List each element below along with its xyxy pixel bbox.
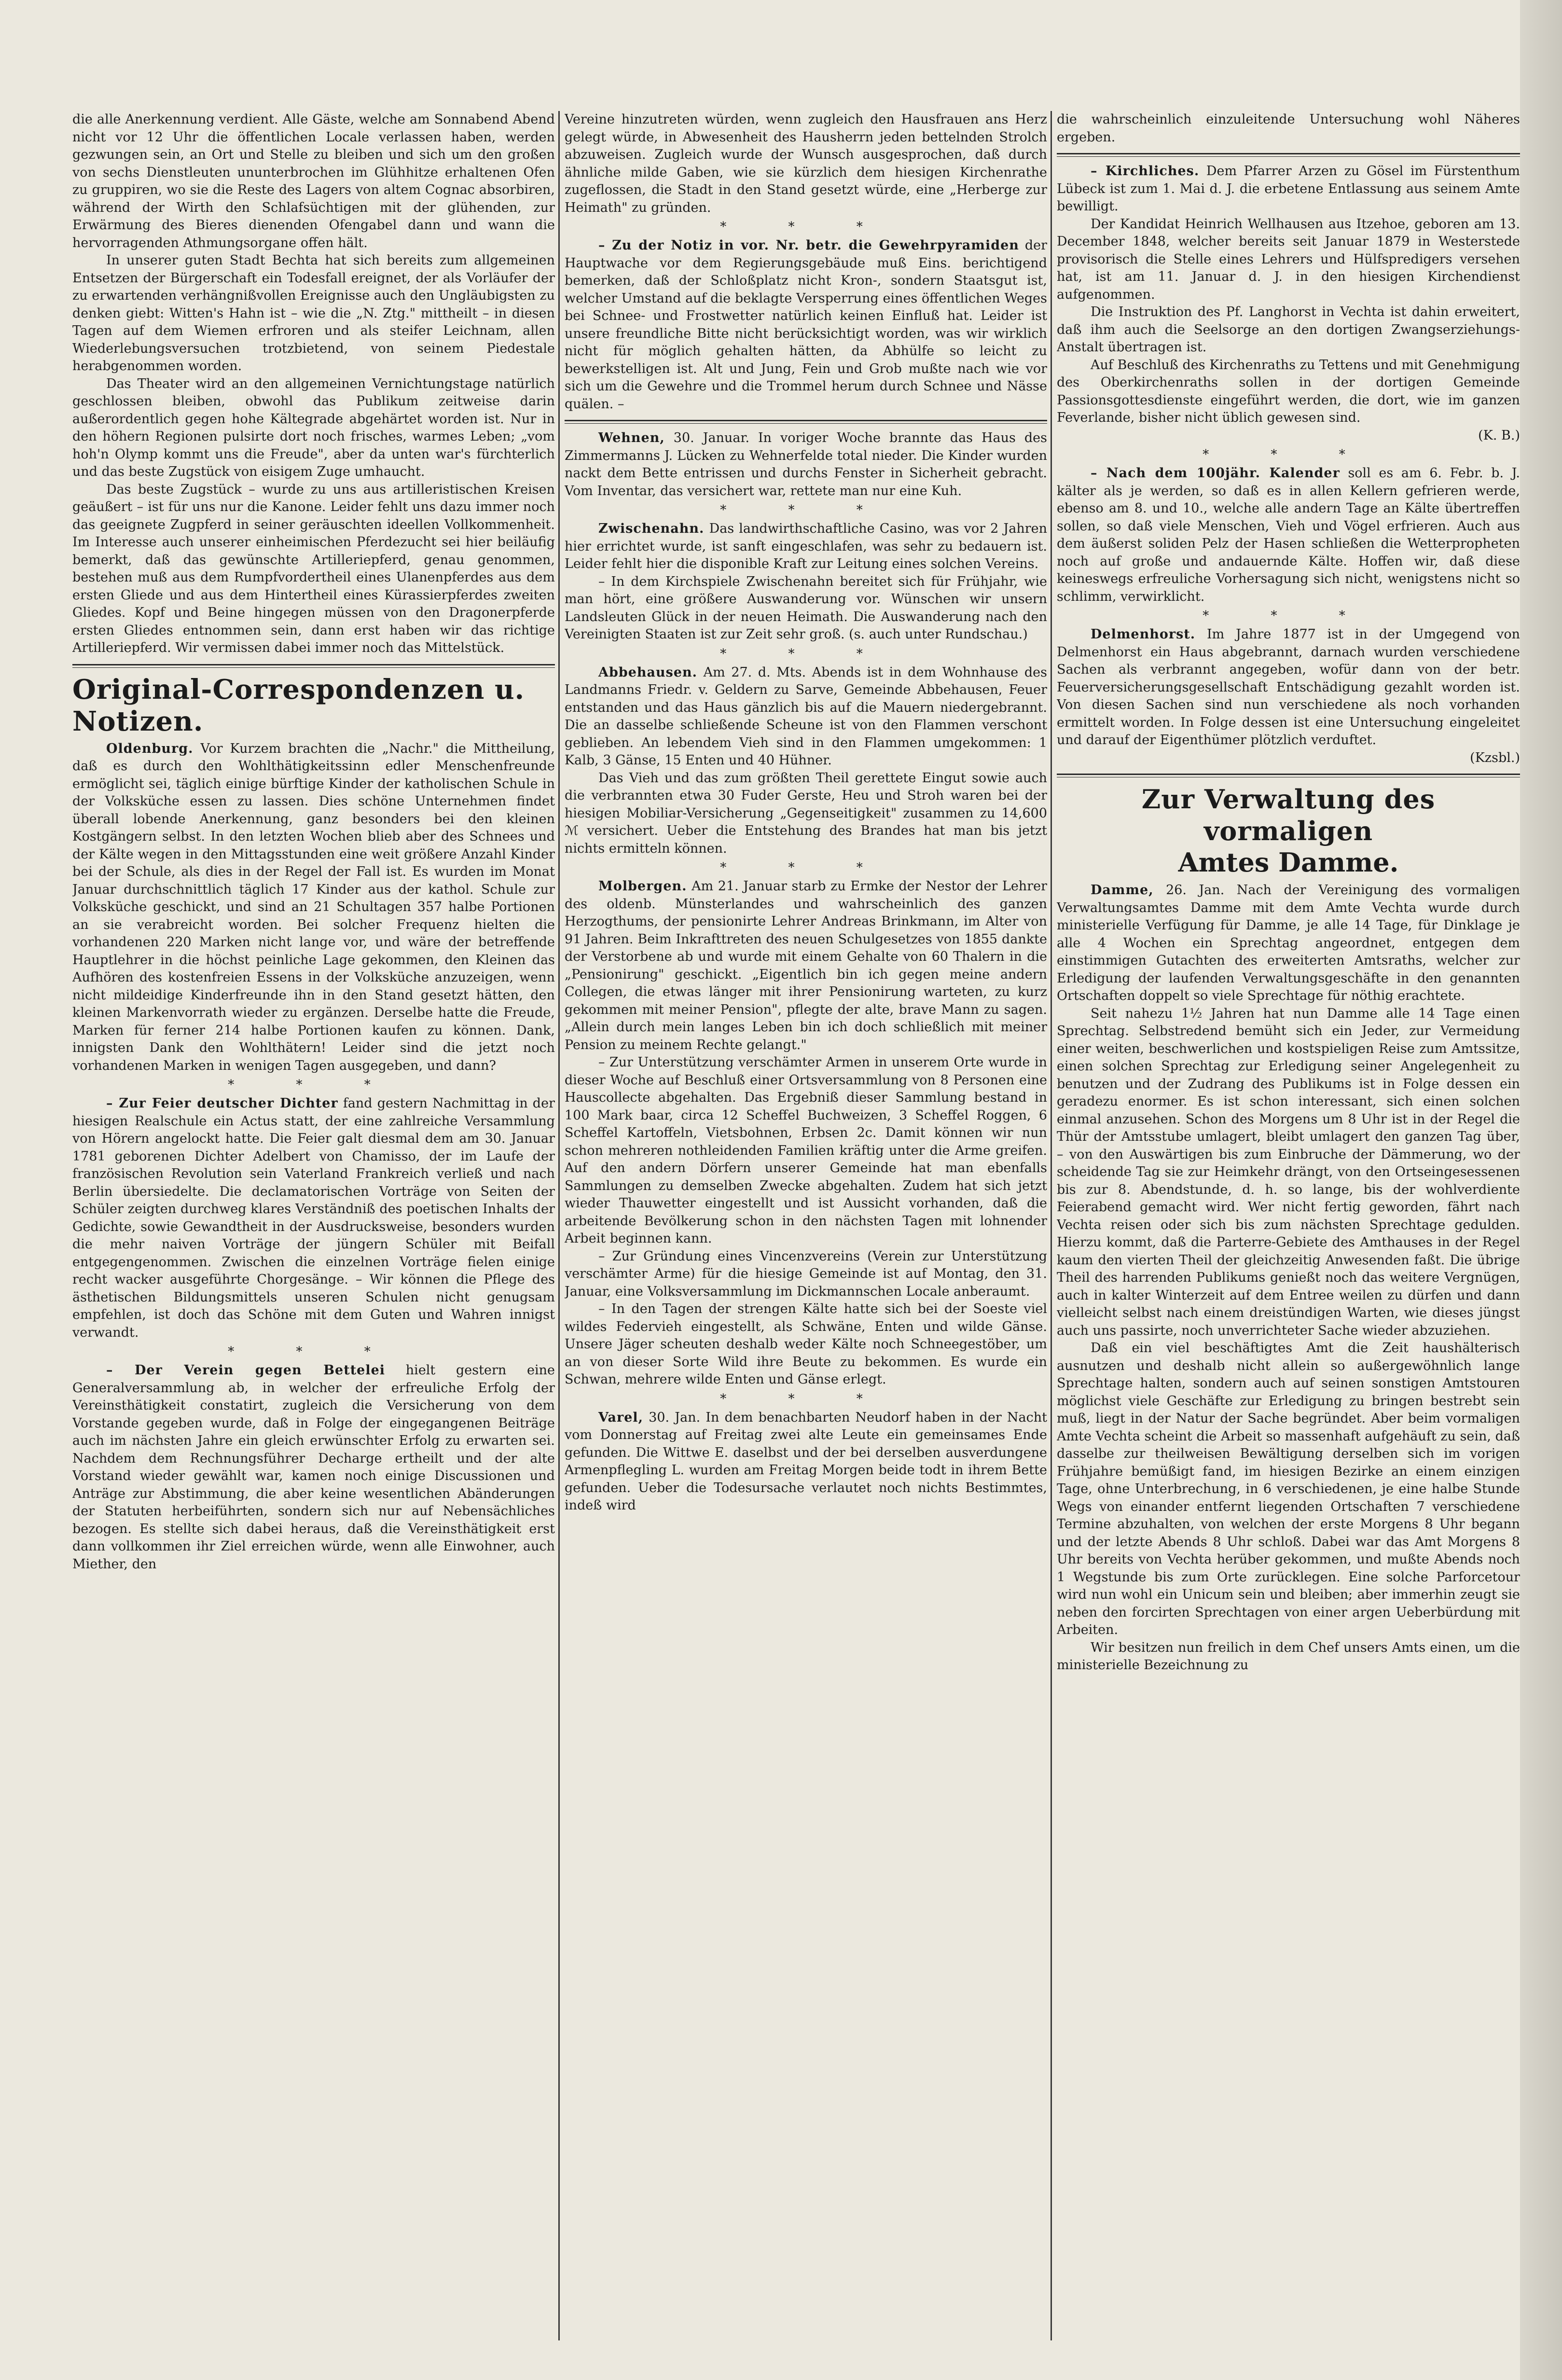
- article-text: – Zur Gründung eines Vincenzvereins (Verein zur Unterstützung verschämter Arme) für die hiesige Gemeinde ist auf Montag, den 31. Januar, eine Volksversammlung im Dickmannschen Locale anberaumt.: [565, 1248, 1047, 1299]
- article-lead: Zwischenahn.: [598, 521, 705, 536]
- article-lead: – Nach dem 100jähr. Kalender: [1091, 466, 1340, 481]
- article-lead: – Zu der Notiz in vor. Nr. betr. die Gewehrpyramiden: [598, 238, 1019, 253]
- asterism-divider: * * *: [720, 220, 892, 234]
- column-3: [1057, 111, 1520, 2355]
- article-text: – In den Tagen der strengen Kälte hatte sich bei der Soeste viel wildes Federvieh eingestellt, als Schwäne, Enten und wilde Gänse. Unsere Jäger scheuten deshalb weder Kälte noch Schneegestöber, um an von dieser Sorte Wild ihre Beute zu bekommen. Es wurde ein Schwan, mehrere wilde Enten und Gänse erlegt.: [565, 1301, 1047, 1387]
- column-2: [565, 111, 1047, 2355]
- article-paragraph: [565, 111, 1047, 217]
- article-paragraph: [1057, 357, 1520, 427]
- article-text: Am 21. Januar starb zu Ermke der Nestor der Lehrer des oldenb. Münsterlandes und wahrscheinlich des ganzen Herzogthums, der pensionirte Lehrer Andreas Brinkmann, im Alter von 91 Jahren. Beim Inkrafttreten des neuen Schulgesetzes von 1855 dankte der Verstorbene ab und wurde mit einem Gehalte von 60 Thalern in die „Pensionirung" geschickt. „Eigentlich bin ich gegen meine andern Collegen, die etwas länger mit ihrer Pensionirung warteten, zu kurz gekommen mit meiner Pension", pflegte der alte, brave Mann zu sagen. „Allein durch mein langes Leben bin ich doch schließlich mit meiner Pension zu meinem Rechte gelangt.": [565, 879, 1047, 1052]
- article-lead: Abbehausen.: [598, 664, 698, 680]
- asterism-divider: * * *: [720, 503, 892, 517]
- article-paragraph: [1057, 111, 1520, 146]
- article-text: soll es am 6. Febr. b. J. kälter als je werden, so daß es in allen Kellern gefrieren werde, ebenso am 8. und 10., welche alle andern Tage an Kälte übertreffen sollen, so daß viele Menschen, Vieh und Vögel erfrieren. Auch aus dem äußerst soliden Pelz der Hasen schließen die Wetterpropheten noch auf große und andauernde Kälte. Hoffen wir, daß diese keineswegs erfreuliche Vorhersagung sich nicht, wenigstens nicht so schlimm, verwirklicht.: [1057, 466, 1520, 604]
- article-paragraph: [565, 1301, 1047, 1389]
- article-paragraph: [1057, 882, 1520, 1005]
- article-text: Am 27. d. Mts. Abends ist in dem Wohnhause des Landmanns Friedr. v. Geldern zu Sarve, Gemeinde Abbehausen, Feuer entstanden und das Haus gänzlich bis auf die Mauern niedergebrannt. Die an dasselbe schließende Scheune ist von den Flammen verschont geblieben. An lebendem Vieh sind in den Flammen umgekommen: 1 Kalb, 3 Gänse, 15 Enten und 40 Hühner.: [565, 664, 1047, 768]
- article-text: die alle Anerkennung verdient. Alle Gäste, welche am Sonnabend Abend nicht vor 12 Uhr die öffentlichen Locale verlassen haben, werden gezwungen sein, an Ort und Stelle zu bleiben und sich um den großen von sechs Dienstleuten ununterbrochen im Glühhitze erhaltenen Ofen zu gruppiren, wo sie die Reste des Lagers von altem Cognac absorbiren, während der Wirth den Schlafsüchtigen mit der glühenden, zur Erwärmung des Bieres dienenden Ofengabel dann und wann die hervorragenden Athmungsorgane offen hält.: [72, 112, 555, 250]
- article-paragraph: [565, 664, 1047, 770]
- article-lead: – Kirchliches.: [1091, 164, 1200, 179]
- section-title: Original-Correspondenzen u. Notizen.: [72, 673, 525, 737]
- article-paragraph: [565, 1248, 1047, 1301]
- article-text: Das landwirthschaftliche Casino, was vor 2 Jahren hier errichtet wurde, ist sanft eingeschlafen, was sehr zu bedauern ist. Leider fehlt hier die disponible Kraft zur Leitung eines solchen Vereins.: [565, 521, 1047, 571]
- asterism-divider: * * *: [1203, 447, 1374, 462]
- asterism-divider: * * *: [720, 860, 892, 875]
- article-paragraph: [565, 770, 1047, 858]
- section-title: Zur Verwaltung des vormaligen: [1141, 784, 1436, 846]
- article-text: Der Kandidat Heinrich Wellhausen aus Itzehoe, geboren am 13. December 1848, welcher bereits seit Januar 1879 in Westerstede provisorisch die Stelle eines Lehrers und Hülfspredigers versehen hat, ist am 11. Januar d. J. in den hiesigen Kirchendienst aufgenommen.: [1057, 216, 1520, 302]
- source-attribution: (Kzsbl.): [1470, 750, 1520, 765]
- article-lead: – Zur Feier deutscher Dichter: [106, 1096, 338, 1111]
- article-text: Das Vieh und das zum größten Theil gerettete Eingut sowie auch die verbrannten etwa 30 Fuder Gerste, Heu und Stroh waren bei der hiesigen Mobiliar-Versicherung „Gegenseitigkeit" zusammen zu 14,600 ℳ versichert. Ueber die Entstehung des Brandes hat man bis jetzt nichts ermitteln können.: [565, 770, 1047, 856]
- section-rule: [565, 420, 1047, 424]
- article-text: Wir besitzen nun freilich in dem Chef unsers Amts einen, um die ministerielle Bezeichnung zu: [1057, 1640, 1520, 1673]
- article-paragraph: [565, 237, 1047, 413]
- article-paragraph: [72, 1362, 555, 1573]
- section-rule: [72, 664, 555, 668]
- source-attribution: (K. B.): [1478, 428, 1520, 443]
- article-lead: Oldenburg.: [106, 741, 194, 756]
- article-paragraph: [72, 481, 555, 657]
- column-1: [72, 111, 555, 2355]
- article-text: 30. Januar. In voriger Woche brannte das Haus des Zimmermanns J. Lücken zu Wehnerfelde total nieder. Die Kinder wurden nackt dem Bette entrissen und durchs Fenster in Sicherheit gebracht. Vom Inventar, das versichert war, rettete man nur eine Kuh.: [565, 430, 1047, 498]
- article-paragraph: [565, 573, 1047, 644]
- article-text: der Hauptwache vor dem Regierungsgebäude muß Eins. berichtigend bemerken, daß der Schloßplatz nicht Kron-, sondern Staatsgut ist, welcher Umstand auf die beklagte Versperrung eines öffentlichen Weges bei Schnee- und Frostwetter natürlich keinen Einfluß hat. Leider ist unsere freundliche Bitte nicht berücksichtigt worden, was wir wirklich nicht für möglich gehalten hätten, da Abhülfe so leicht zu bewerkstelligen ist. Alt und Jung, Fein und Grob mußte nach wie vor sich um die Gewehre und die Trommel herum durch Schnee und Nässe quälen. –: [565, 238, 1047, 412]
- article-paragraph: [72, 111, 555, 252]
- article-paragraph: [565, 878, 1047, 1054]
- article-text: Das beste Zugstück – wurde zu uns aus artilleristischen Kreisen geäußert – ist für uns nur die Kanone. Leider fehlt uns dazu immer noch das geeignete Zugpferd in seiner geräuschten ideellen Vollkommenheit. Im Interesse auch unserer einheimischen Pferdezucht sei hier beiläufig bemerkt, daß das gewünschte Artilleriepferd, genau genommen, bestehen muß aus dem Rumpfvordertheil eines Ulanenpferdes aus dem ersten Gliede und aus dem Hintertheil eines Kürassierpferdes zweiten Gliedes. Kopf und Beine hingegen müssen von den Dragonerpferde ersten Gliedes entnommen sein, dann erst haben wir das richtige Artilleriepferd. Wir vermissen dabei immer noch das Mittelstück.: [72, 482, 555, 655]
- section-subtitle: Amtes Damme.: [1178, 847, 1399, 878]
- asterism-divider: * * *: [1203, 609, 1374, 623]
- article-text: Das Theater wird an den allgemeinen Vernichtungstage natürlich geschlossen bleiben, obwohl das Publikum zeitweise darin außerordentlich gegen hohe Kältegrade abgehärtet worden ist. Nur in den höhern Regionen pulsirte dort noch frisches, warmes Leben; „vom hoh'n Olymp kommt uns die Freude", aber da unten war's fürchterlich und das beste Zugstück von eisigem Zuge umhaucht.: [72, 376, 555, 479]
- article-text: – In dem Kirchspiele Zwischenahn bereitet sich für Frühjahr, wie man hört, eine größere Auswanderung vor. Wünschen wir unsern Landsleuten Glück in der neuen Heimath. Die Auswanderung nach den Vereinigten Staaten ist zur Zeit sehr groß. (s. auch unter Rundschau.): [565, 574, 1047, 642]
- article-lead: Delmenhorst.: [1091, 627, 1196, 642]
- article-lead: Wehnen,: [598, 430, 665, 445]
- section-rule: [1057, 153, 1520, 157]
- article-text: Vor Kurzem brachten die „Nachr." die Mittheilung, daß es durch den Wohlthätigkeitssinn edler Menschenfreunde ermöglicht sei, täglich einige bürftige Kinder der katholischen Schule in der Volksküche essen zu lassen. Dies schöne Unternehmen findet überall lobende Anerkennung, ganz besonders bei den kleinen Kostgängern selbst. In den letzten Wochen blieb aber des Schnees und der Kälte wegen in den Mittagsstunden eine weit größere Anzahl Kinder bei der Schule, als dies in der Regel der Fall ist. Es wurden im Monat Januar durchschnittlich täglich 17 Kinder aus der kathol. Schule zur Volksküche geschickt, und sind an 21 Schultagen 357 halbe Portionen an sie verabreicht worden. Bei solcher Frequenz hielten die vorhandenen 220 Marken nicht lange vor, und wäre der betreffende Hauptlehrer in die höchst peinliche Lage gekommen, den Kleinen das Aufhören des kostenfreien Essens in der Volksküche anzuzeigen, wenn nicht mildeidige Kinderfreunde ihn in den Stand gesetzt hätten, den kleinen Markenvorrath wieder zu ergänzen. Derselbe hatte die Freude, Marken für ferner 214 halbe Portionen kaufen zu können. Dank, innigsten Dank den Wohlthätern! Leider sind die jetzt noch vorhandenen Marken in wenigen Tagen ausgegeben, und dann?: [72, 741, 555, 1073]
- asterism-divider: * * *: [720, 1391, 892, 1406]
- article-text: Dem Pfarrer Arzen zu Gösel im Fürstenthum Lübeck ist zum 1. Mai d. J. die erbetene Entlassung aus seinem Amte bewilligt.: [1057, 164, 1520, 214]
- article-paragraph: [72, 375, 555, 481]
- section-rule: [1057, 774, 1520, 777]
- article-paragraph: [72, 1095, 555, 1342]
- asterism-divider: * * *: [720, 646, 892, 661]
- article-paragraph: [1057, 1639, 1520, 1674]
- article-paragraph: [565, 1054, 1047, 1248]
- page-edge-shadow: [1520, 0, 1562, 2380]
- asterism-divider: * * *: [228, 1078, 400, 1092]
- article-text: Die Instruktion des Pf. Langhorst in Vechta ist dahin erweitert, daß ihm auch die Seelsorge an den dortigen Zwangserziehungs-Anstalt übertragen ist.: [1057, 304, 1520, 355]
- article-paragraph: [565, 520, 1047, 573]
- article-text: Im Jahre 1877 ist in der Umgegend von Delmenhorst ein Haus abgebrannt, darnach wurden verschiedene Sachen als verbrannt angegeben, wofür dann von der betr. Feuerversicherungsgesellschaft Entschädigung gezahlt worden ist. Von diesen Sachen sind nun verschiedene als noch vorhanden ermittelt worden. In Folge dessen ist eine Untersuchung eingeleitet und darauf der Eigenthümer plötzlich verduftet.: [1057, 627, 1520, 747]
- article-text: 30. Jan. In dem benachbarten Neudorf haben in der Nacht vom Donnerstag auf Freitag zwei alte Leute ein gemeinsames Ende gefunden. Die Wittwe E. daselbst und der bei derselben ausverdungene Armenpflegling L. wurden am Freitag Morgen beide todt in ihrem Bette gefunden. Ueber die Todesursache verlautet noch nichts Bestimmtes, indeß wird: [565, 1410, 1047, 1513]
- article-text: 26. Jan. Nach der Vereinigung des vormaligen Verwaltungsamtes Damme mit dem Amte Vechta wurde durch ministerielle Verfügung für Damme, je alle 14 Tage, für Dinklage je alle 4 Wochen ein Sprechtag angeordnet, entgegen dem einstimmigen Gutachten des erweiterten Amtsraths, welcher zur Erledigung der laufenden Verwaltungsgeschäfte in den genannten Ortschaften doppelt so viele Sprechtage für nöthig erachtete.: [1057, 883, 1520, 1003]
- article-lead: – Der Verein gegen Bettelei: [106, 1363, 386, 1378]
- article-paragraph: [72, 252, 555, 375]
- article-text: hielt gestern eine Generalversammlung ab, in welcher der erfreuliche Erfolg der Vereinsthätigkeit constatirt, zugleich die Versicherung von dem Vorstande gegeben wurde, daß in Folge der eingegangenen Beiträge auch im nächsten Jahre ein gleich erwünschter Erfolg zu erwarten sei. Nachdem dem Rechnungsführer Decharge ertheilt und der alte Vorstand wieder gewählt war, kamen noch einige Discussionen und Anträge zur Abstimmung, die aber keine wesentlichen Abänderungen der Statuten herbeiführten, sondern sich nur auf Nebensächliches bezogen. Es stellte sich dabei heraus, daß die Vereinsthätigkeit erst dann vollkommen ihr Ziel erreichen würde, wenn alle Einwohner, auch Miether, den: [72, 1363, 555, 1572]
- article-text: Auf Beschluß des Kirchenraths zu Tettens und mit Genehmigung des Oberkirchenraths sollen in der dortigen Gemeinde Passionsgottesdienste eingeführt werden, die dort, wie im ganzen Feverlande, bisher nicht üblich gewesen sind.: [1057, 357, 1520, 425]
- article-paragraph: [1057, 465, 1520, 606]
- article-paragraph: [1057, 163, 1520, 216]
- article-text: Seit nahezu 1½ Jahren hat nun Damme alle 14 Tage einen Sprechtag. Selbstredend bemüht sich ein Jeder, zur Vermeidung einer weiten, beschwerlichen und kostspieligen Reise zum Amtssitze, einen solchen Sprechtag zur Erledigung seiner Angelegenheit zu benutzen und der Zudrang des Publikums ist in Folge dessen ein geradezu enormer. Es ist schon interessant, sich einen solchen einmal anzusehen. Schon des Morgens um 8 Uhr ist in der Regel die Thür der Amtsstube umlagert, bleibt umlagert den ganzen Tag über, – von den Auswärtigen bis zum Einbruche der Dämmerung, wo der scheidende Tag sie zur Heimkehr drängt, von den Ortseingesessenen bis zur 8. Abendstunde, d. h. so lange, bis der wohlverdiente Feierabend gemacht wird. Wer nicht fertig geworden, fährt nach Vechta reisen oder sich bis zum nächsten Sprechtage gedulden. Hierzu kommt, daß die Parterre-Gebiete des Amthauses in der Regel kaum den vierten Theil der gleichzeitig Anwesenden faßt. Die übrige Theil des harrenden Publikums genießt noch das weitere Vergnügen, auch in kalter Winterzeit auf dem Entree weilen zu dürfen und dann vielleicht selbst nach einem dreistündigen Warten, wie dieses jüngst auch uns passirte, noch unverrichteter Sache wieder abzuziehen.: [1057, 1006, 1520, 1338]
- article-lead: Varel,: [598, 1410, 644, 1425]
- article-paragraph: [1057, 626, 1520, 749]
- column-rule-1: [558, 111, 560, 2340]
- article-text: – Zur Unterstützung verschämter Armen in unserem Orte wurde in dieser Woche auf Beschluß einer Ortsversammlung von 8 Personen eine Hauscollecte abgehalten. Das Ergebniß dieser Sammlung bestand in 100 Mark baar, circa 12 Scheffel Buchweizen, 3 Scheffel Roggen, 6 Scheffel Kartoffeln, Vietsbohnen, Erbsen 2c. Damit können wir nun schon mehreren nothleidenden Familien kräftig unter die Arme greifen. Auf den andern Dörfern unserer Gemeinde hat man ebenfalls Sammlungen zu demselben Zwecke abgehalten. Zudem hat sich jetzt wieder Thauwetter eingestellt und ist Aussicht vorhanden, daß die arbeitende Bevölkerung schon in den nächsten Tagen mit lohnender Arbeit beginnen kann.: [565, 1055, 1047, 1246]
- asterism-divider: * * *: [228, 1344, 400, 1359]
- article-paragraph: [1057, 216, 1520, 304]
- article-text: In unserer guten Stadt Bechta hat sich bereits zum allgemeinen Entsetzen der Bürgerschaft ein Todesfall ereignet, der als Vorläufer der zu erwartenden verhängnißvollen Ereignisse auch den Ungläubigsten zu denken giebt: Witten's Hahn ist – wie die „N. Ztg." mittheilt – in diesen Tagen auf dem Wiemen erfroren und als steifer Leichnam, allen Wiederlebungsversuchen trotzbietend, von seinem Piedestale herabgenommen worden.: [72, 253, 555, 374]
- article-text: Daß ein viel beschäftigtes Amt die Zeit haushälterisch ausnutzen und deshalb nicht allein so außergewöhnlich lange Sprechtage halten, sondern auch auf seinen sonstigen Amtstouren möglichst viele Geschäfte zur Erledigung zu bringen bestrebt sein muß, liegt in der Natur der Sache begründet. Aber beim vormaligen Amte Vechta scheint die Arbeit so massenhaft aufgehäuft zu sein, daß dasselbe zur theilweisen Bewältigung derselben sich im vorigen Frühjahre bemüßigt fand, im hiesigen Bezirke an einem einzigen Tage, ohne Unterbrechung, in 6 verschiedenen, je eine halbe Stunde Wegs von einander entfernt liegenden Ortschaften 7 verschiedene Termine abzuhalten, von welchen der erste Morgens 8 Uhr begann und der letzte Abends 8 Uhr schloß. Dabei war das Amt Morgens 8 Uhr bereits von Vechta herüber gekommen, und mußte Abends noch 1 Wegstunde bis zum Orte zurücklegen. Eine solche Parforcetour wird nun wohl ein Unicum sein und bleiben; aber immerhin zeugt sie neben den forcirten Sprechtagen von einer argen Ueberbürdung mit Arbeiten.: [1057, 1341, 1520, 1637]
- article-text: fand gestern Nachmittag in der hiesigen Realschule ein Actus statt, der eine zahlreiche Versammlung von Hörern angelockt hatte. Die Feier galt diesmal dem am 30. Januar 1781 geborenen Dichter Adelbert von Chamisso, der im Laufe der französischen Revolution sein Vaterland Frankreich verließ und nach Berlin übersiedelte. Die declamatorischen Vorträge von Seiten der Schüler zeigten durchweg klares Verständniß des poetischen Inhalts der Gedichte, sowie Gewandtheit in der Ausdrucksweise, besonders wurden die mehr naiven Vorträge der jüngern Schüler mit Beifall entgegengenommen. Zwischen die einzelnen Vorträge fielen einige recht wacker ausgeführte Chorgesänge. – Wir können die Pflege des ästhetischen Bildungsmittels unseren Schulen nicht genugsam empfehlen, ist doch das Schöne mit dem Guten und Wahren innigst verwandt.: [72, 1096, 555, 1340]
- article-paragraph: [72, 740, 555, 1075]
- article-text: die wahrscheinlich einzuleitende Untersuchung wohl Näheres ergeben.: [1057, 112, 1520, 145]
- article-lead: Damme,: [1091, 883, 1154, 898]
- article-paragraph: [1057, 1340, 1520, 1639]
- article-paragraph: [1057, 304, 1520, 357]
- article-text: Vereine hinzutreten würden, wenn zugleich den Hausfrauen ans Herz gelegt würde, in Abwesenheit des Hausherrn jeden bettelnden Strolch abzuweisen. Zugleich wurde der Wunsch ausgesprochen, daß durch ähnliche milde Gaben, wie sie kürzlich dem hiesigen Kirchenrathe zugeflossen, die Stadt in den Stand gesetzt würde, eine „Herberge zur Heimath" zu gründen.: [565, 112, 1047, 215]
- article-paragraph: [1057, 1005, 1520, 1340]
- article-lead: Molbergen.: [598, 879, 687, 894]
- column-rule-2: [1051, 111, 1052, 2340]
- article-paragraph: [565, 429, 1047, 500]
- article-paragraph: [565, 1409, 1047, 1515]
